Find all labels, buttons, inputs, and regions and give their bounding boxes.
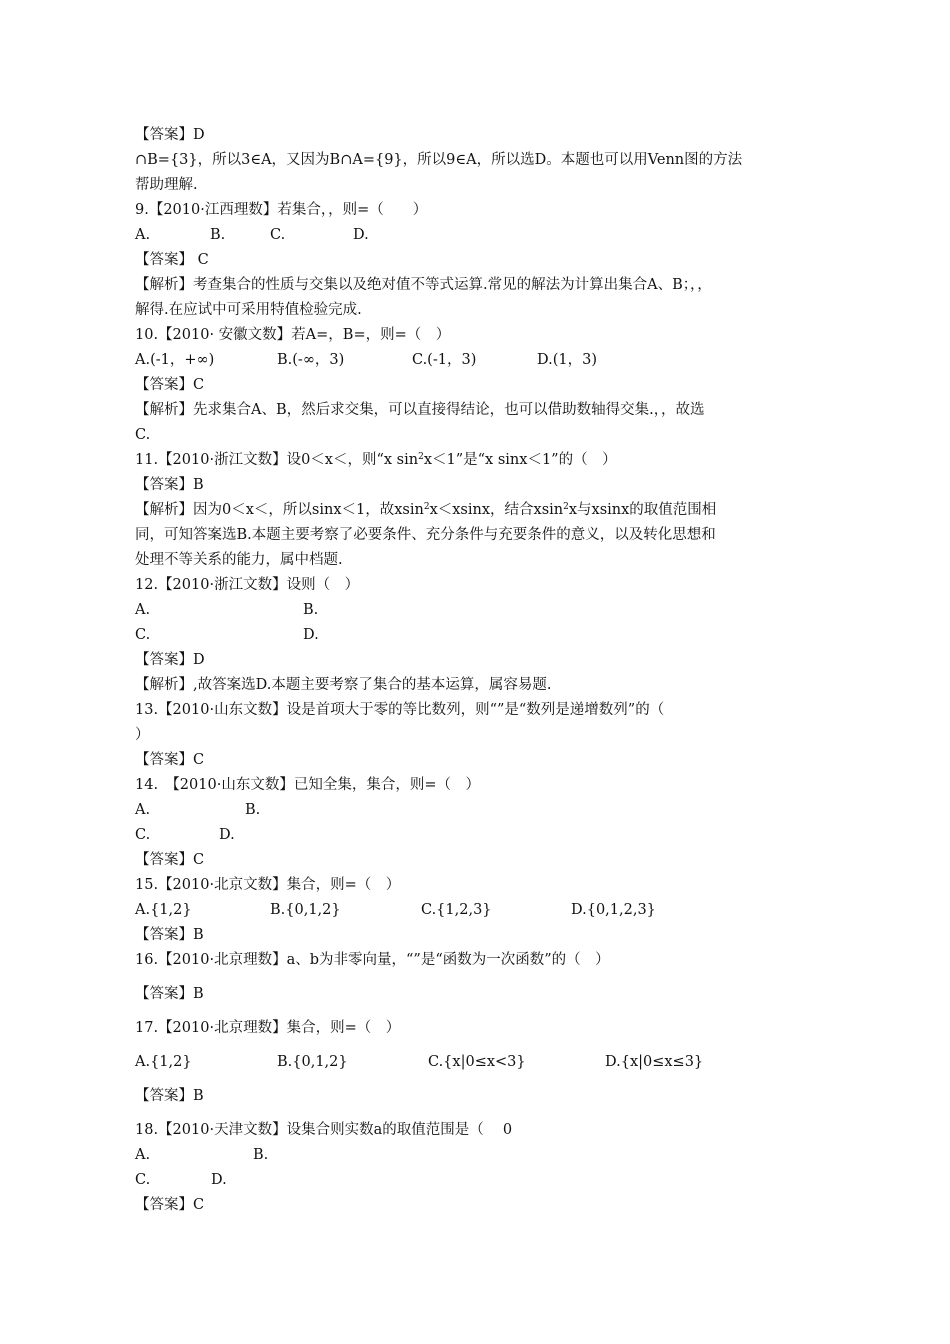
question-12-stem: 12.【2010·浙江文数】设则（ ） (135, 577, 360, 593)
answer-line: 【答案】B (135, 477, 204, 493)
question-10-stem: 10.【2010· 安徽文数】若A=，B=，则=（ ） (135, 327, 451, 343)
question-10-options (135, 348, 825, 373)
question-14-stem: 14. 【2010·山东文数】已知全集，集合，则=（ ） (135, 777, 480, 793)
answer-line: 【答案】C (135, 852, 205, 868)
explanation-line: 【解析】,故答案选D.本题主要考察了集合的基本运算，属容易题. (135, 677, 552, 693)
answer-line: 【答案】B (135, 927, 204, 943)
explanation-line: 解得.在应试中可采用特值检验完成. (135, 302, 362, 318)
question-17-stem: 17.【2010·北京理数】集合，则=（ ） (135, 1020, 401, 1036)
answer-line: 【答案】D (135, 127, 205, 143)
explanation-line: C. (135, 427, 151, 443)
question-9-options (135, 223, 825, 248)
question-12-options-row1 (135, 598, 825, 623)
question-12-options-row2 (135, 623, 825, 648)
option-b: B. (245, 802, 261, 818)
explanation-line: 【解析】先求集合A、B，然后求交集，可以直接得结论，也可以借助数轴得交集.，，故选 (135, 402, 705, 418)
option-b: B.{0,1,2} (270, 902, 341, 918)
explanation-line: ∩B={3}，所以3∈A，又因为B∩A={9}，所以9∈A，所以选D。本题也可以用Venn图的方法 (135, 152, 743, 168)
option-c: C. (270, 227, 286, 243)
question-17-options (135, 1050, 825, 1075)
option-c: C. (135, 1172, 151, 1188)
option-c: C. (135, 827, 151, 843)
question-15-options (135, 898, 825, 923)
explanation-line: 处理不等关系的能力，属中档题. (135, 552, 343, 568)
answer-line: 【答案】B (135, 986, 204, 1002)
answer-line: 【答案】C (135, 752, 205, 768)
option-d: D.{0,1,2,3} (571, 902, 656, 918)
answer-line: 【答案】B (135, 1088, 204, 1104)
answer-line: 【答案】D (135, 652, 205, 668)
explanation-line: 【解析】因为0＜x＜，所以sinx＜1，故xsin$^2$x＜xsinx，结合xsin$^2$x与xsinx的取值范围相 (135, 502, 717, 518)
option-b: B.(-∞，3) (277, 352, 345, 368)
document-page (135, 123, 825, 1218)
question-18-options-row1 (135, 1143, 825, 1168)
option-b: B. (210, 227, 226, 243)
question-14-options-row2 (135, 823, 825, 848)
question-13-stem: 13.【2010·山东文数】设是首项大于零的等比数列，则“”是“数列是递增数列”的（ (135, 702, 665, 718)
option-d: D. (219, 827, 235, 843)
question-14-options-row1 (135, 798, 825, 823)
explanation-line: 同，可知答案选B.本题主要考察了必要条件、充分条件与充要条件的意义，以及转化思想和 (135, 527, 716, 543)
option-b: B. (303, 602, 319, 618)
option-a: A. (135, 802, 151, 818)
answer-line: 【答案】C (135, 377, 205, 393)
question-18-options-row2 (135, 1168, 825, 1193)
explanation-line: 【解析】考查集合的性质与交集以及绝对值不等式运算.常见的解法为计算出集合A、B；，， (135, 277, 712, 293)
question-11-stem: 11.【2010·浙江文数】设0＜x＜，则“x $\sin^2x<1$”是“x sinx＜1”的（ ） (135, 452, 617, 468)
answer-line: 【答案】 C (135, 252, 209, 268)
option-d: D.(1，3) (537, 352, 597, 368)
option-c: C.{1,2,3} (421, 902, 492, 918)
question-9-stem: 9.【2010·江西理数】若集合，，则=（ ） (135, 202, 428, 218)
option-b: B.{0,1,2} (277, 1054, 348, 1070)
question-15-stem: 15.【2010·北京文数】集合，则=（ ） (135, 877, 401, 893)
option-a: A. (135, 602, 151, 618)
option-a: A.{1,2} (135, 902, 192, 918)
option-a: A.(-1，+∞) (135, 352, 215, 368)
option-d: D. (353, 227, 369, 243)
option-d: D. (303, 627, 319, 643)
answer-line: 【答案】C (135, 1197, 205, 1213)
option-d: D.{x|0≤x≤3} (605, 1054, 704, 1070)
option-d: D. (211, 1172, 227, 1188)
option-c: C. (135, 627, 151, 643)
option-a: A. (135, 1147, 151, 1163)
question-18-stem: 18.【2010·天津文数】设集合则实数a的取值范围是（ 0 (135, 1122, 513, 1138)
explanation-line: 帮助理解. (135, 177, 198, 193)
option-a: A. (135, 227, 151, 243)
option-b: B. (253, 1147, 269, 1163)
option-a: A.{1,2} (135, 1054, 192, 1070)
question-16-stem: 16.【2010·北京理数】a、b为非零向量，“”是“函数为一次函数”的（ ） (135, 952, 610, 968)
option-c: C.{x|0≤x<3} (428, 1054, 526, 1070)
question-13-stem-cont: ） (135, 727, 150, 743)
option-c: C.(-1，3) (412, 352, 477, 368)
